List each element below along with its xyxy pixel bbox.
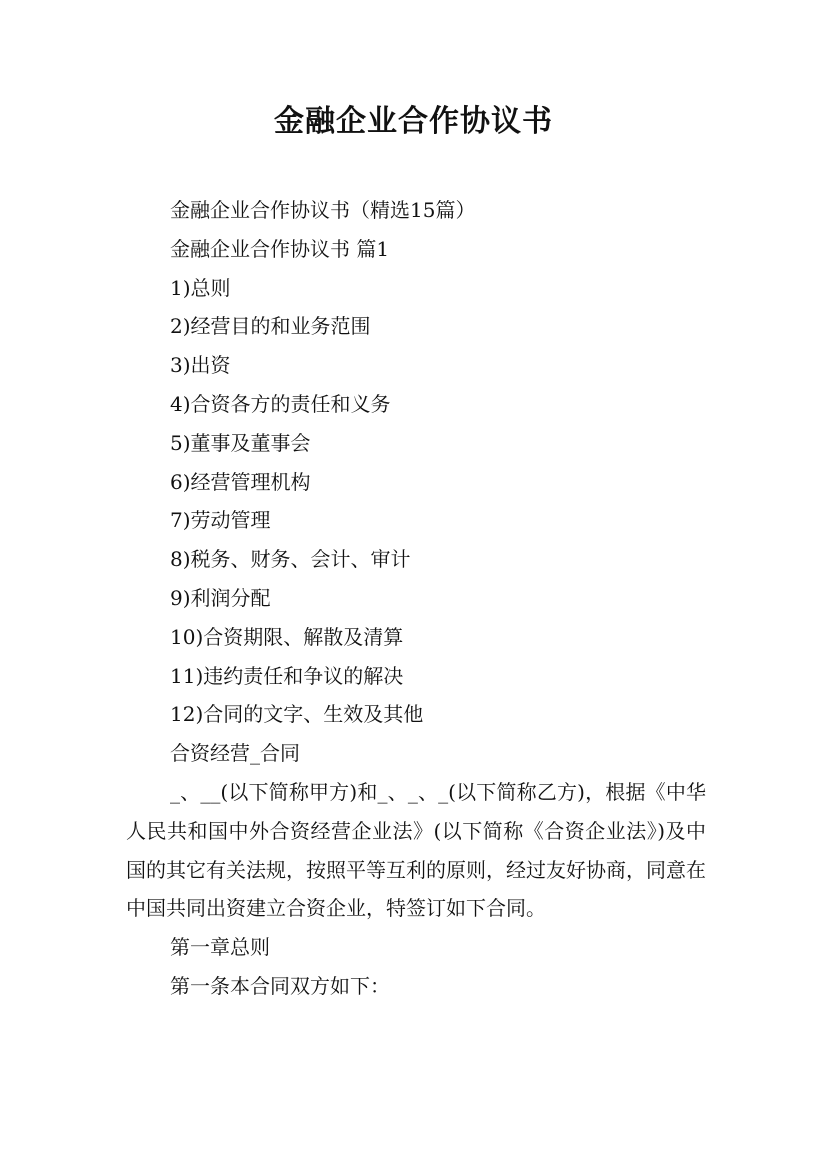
paragraph-chapter-heading: 第一章总则 [170,935,270,960]
list-item: 4)合资各方的责任和义务 [170,391,391,416]
list-item: 1)总则 [170,275,231,300]
document-title: 金融企业合作协议书 [274,104,553,139]
list-item: 3)出资 [170,353,231,378]
paragraph-preamble: _、__(以下简称甲方)和_、_、_(以下简称乙方)，根据《中华人民共和国中外合资经营企业法》(以下简称《合资企业法》)及中国的其它有关法规，按照平等互利的原则，经过友好协商，同意在中国共同出资建立合资企业，特签订如下合同。 [126,779,706,921]
paragraph-article: 第一条本合同双方如下： [170,973,390,998]
list-item: 11)违约责任和争议的解决 [170,663,404,688]
paragraph-subtitle: 金融企业合作协议书（精选15篇） [170,198,476,222]
list-item: 10)合资期限、解散及清算 [170,624,404,649]
list-item: 12)合同的文字、生效及其他 [170,702,424,727]
paragraph-contract-heading: 合资经营_合同 [170,741,300,766]
paragraph-section-heading: 金融企业合作协议书 篇1 [170,236,390,261]
list-item: 7)劳动管理 [170,508,271,533]
list-item: 6)经营管理机构 [170,469,311,494]
list-item: 9)利润分配 [170,585,271,610]
list-item: 8)税务、财务、会计、审计 [170,547,411,572]
list-item: 5)董事及董事会 [170,430,311,455]
list-item: 2)经营目的和业务范围 [170,314,371,339]
document-body [126,191,706,1006]
